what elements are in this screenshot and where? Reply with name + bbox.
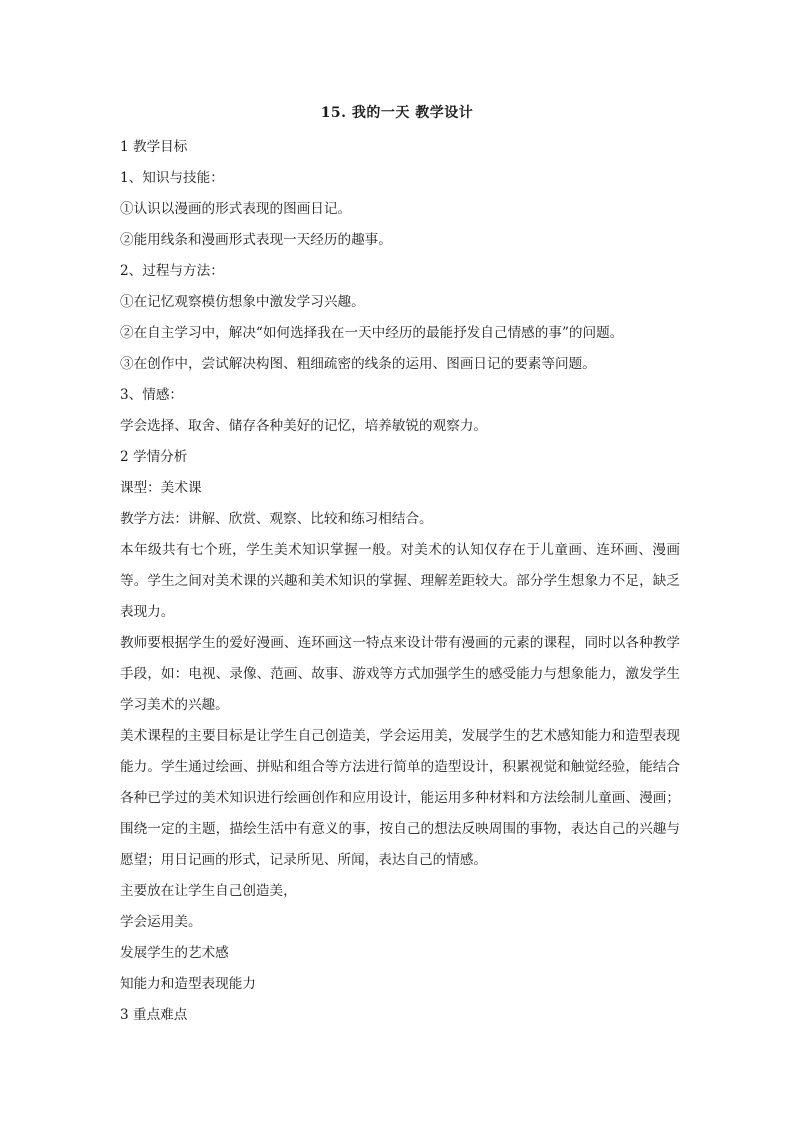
- paragraph-line: 知能力和造型表现能力: [120, 976, 256, 992]
- lesson-type: 课型：美术课: [120, 480, 202, 496]
- paragraph-line: 发展学生的艺术感: [120, 945, 229, 961]
- list-item: ①认识以漫画的形式表现的图画日记。: [120, 201, 352, 217]
- paragraph-class-situation: 本年级共有七个班，学生美术知识掌握一般。对美术的认知仅存在于儿童画、连环画、漫画等。学生之间对美术课的兴趣和美术知识的掌握、理解差距较大。部分学生想象力不足，缺乏表现力。: [120, 542, 680, 620]
- list-item: ③在创作中，尝试解决构图、粗细疏密的线条的运用、图画日记的要素等问题。: [120, 356, 596, 372]
- subheading-process-method: 2、过程与方法：: [120, 263, 224, 279]
- section-heading-analysis: 2 学情分析: [120, 449, 188, 465]
- paragraph-teacher-approach: 教师要根据学生的爱好漫画、连环画这一特点来设计带有漫画的元素的课程，同时以各种教学手段，如：电视、录像、范画、故事、游戏等方式加强学生的感受能力与想象能力，激发学生学习美术的兴趣。: [120, 635, 680, 713]
- list-item: ①在记忆观察模仿想象中激发学习兴趣。: [120, 294, 365, 310]
- section-heading-objectives: 1 教学目标: [120, 139, 188, 155]
- paragraph-course-goals: 美术课程的主要目标是让学生自己创造美，学会运用美，发展学生的艺术感知能力和造型表现能力。学生通过绘画、拼贴和组合等方法进行简单的造型设计，积累视觉和触觉经验，能结合各种已学过的美术知识进行绘画创作和应用设计，能运用多种材料和方法绘制儿童画、漫画；围绕一定的主题，描绘生活中有意义的事，按自己的想法反映周围的事物，表达自己的兴趣与愿望；用日记画的形式，记录所见、所闻，表达自己的情感。: [120, 728, 680, 868]
- subheading-emotion: 3、情感：: [120, 387, 184, 403]
- document-body: [120, 132, 680, 1031]
- list-item: ②能用线条和漫画形式表现一天经历的趣事。: [120, 232, 392, 248]
- paragraph-line: 学会运用美。: [120, 914, 202, 930]
- subheading-knowledge-skills: 1、知识与技能：: [120, 170, 224, 186]
- list-item: ②在自主学习中，解决“如何选择我在一天中经历的最能抒发自己情感的事”的问题。: [120, 325, 624, 341]
- document-title: 15. 我的一天 教学设计: [320, 105, 474, 121]
- teaching-methods: 教学方法：讲解、欣赏、观察、比较和练习相结合。: [120, 511, 433, 527]
- section-heading-key-points: 3 重点难点: [120, 1007, 188, 1023]
- paragraph-line: 主要放在让学生自己创造美，: [120, 883, 297, 899]
- paragraph-line: 学会选择、取舍、储存各种美好的记忆，培养敏锐的观察力。: [120, 418, 488, 434]
